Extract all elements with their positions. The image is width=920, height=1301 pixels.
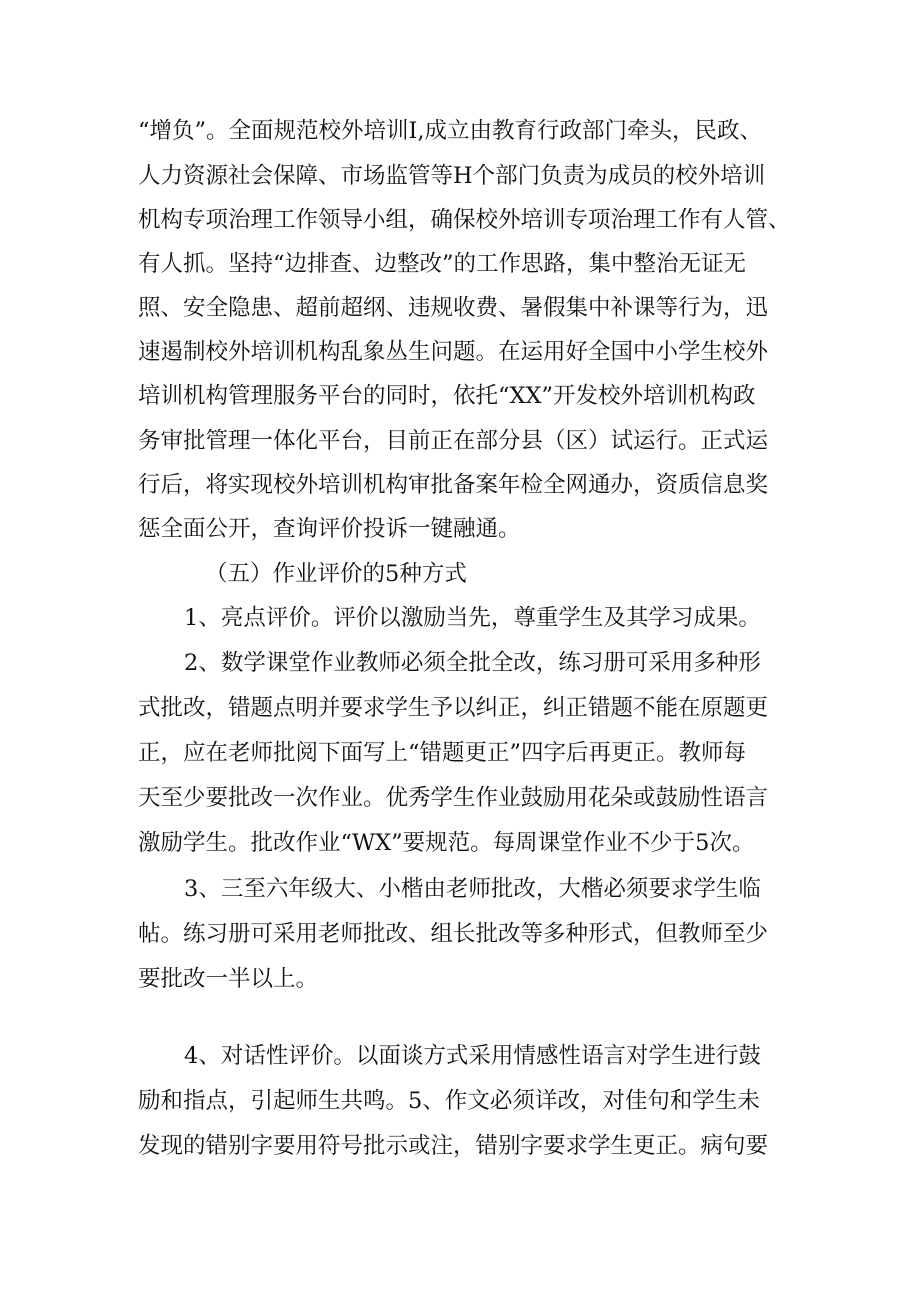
text-line: 惩全面公开，查询评价投诉一键融通。 [138, 516, 521, 542]
text-line: 机构专项治理工作领导小组，确保校外培训专项治理工作有人管、 [138, 207, 791, 233]
text-line: 4、对话性评价。以面谈方式采用情感性语言对学生进行鼓 [184, 1043, 761, 1069]
text-line: 有人抓。坚持“边排查、边整改”的工作思路，集中整治无证无 [138, 251, 747, 277]
section-heading: （五）作业评价的5种方式 [205, 561, 467, 587]
text-line: 培训机构管理服务平台的同时，依托“XX”开发校外培训机构政 [138, 383, 756, 409]
text-line: 天至少要批改一次作业。优秀学生作业鼓励用花朵或鼓励性语言 [138, 785, 769, 811]
text-line: 发现的错别字要用符号批示或注，错别字要求学生更正。病句要 [138, 1133, 769, 1159]
text-line: 人力资源社会保障、市场监管等H个部门负责为成员的校外培训 [138, 163, 766, 189]
text-line: 励和指点，引起师生共鸣。5、作文必须详改，对佳句和学生未 [138, 1088, 760, 1114]
text-line: 3、三至六年级大、小楷由老师批改，大楷必须要求学生临 [184, 876, 761, 902]
text-line: 正，应在老师批阅下面写上“错题更正”四字后再更正。教师每 [138, 740, 747, 766]
text-line: 1、亮点评价。评价以激励当先，尊重学生及其学习成果。 [184, 605, 761, 631]
text-line: 务审批管理一体化平台，目前正在部分县（区）试运行。正式运 [138, 428, 769, 454]
text-line: 要批改一半以上。 [138, 966, 319, 992]
text-line: 行后，将实现校外培训机构审批备案年检全网通办，资质信息奖 [138, 472, 769, 498]
text-line: 2、数学课堂作业教师必须全批全改，练习册可采用多种形 [184, 650, 761, 676]
text-line: 式批改，错题点明并要求学生予以纠正，纠正错题不能在原题更 [138, 695, 769, 721]
text-line: 帖。练习册可采用老师批改、组长批改等多种形式，但教师至少 [138, 921, 769, 947]
text-line: 照、安全隐患、超前超纲、违规收费、暑假集中补课等行为，迅 [138, 295, 769, 321]
text-line: 激励学生。批改作业“WX”要规范。每周课堂作业不少于5次。 [138, 830, 755, 856]
text-line: 速遏制校外培训机构乱象丛生问题。在运用好全国中小学生校外 [138, 339, 769, 365]
text-line: “增负”。全面规范校外培训I,成立由教育行政部门牵头，民政、 [138, 118, 763, 144]
